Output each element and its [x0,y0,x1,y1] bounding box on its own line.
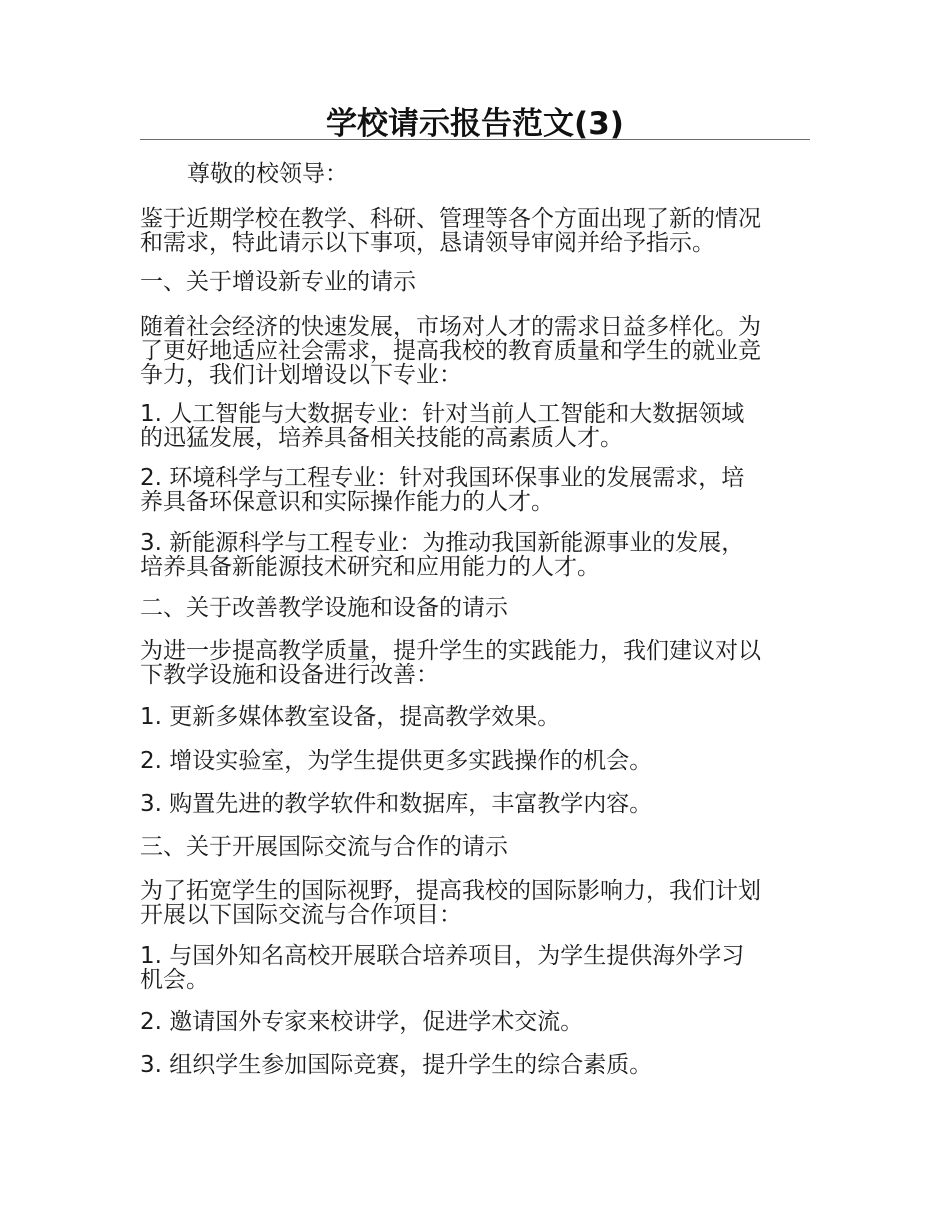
section1-body-line-2: 了更好地适应社会需求，提高我校的教育质量和学生的就业竞 [140,338,761,364]
section2-item-3: 3. 购置先进的教学软件和数据库，丰富教学内容。 [140,791,653,817]
section1-item-1-line-1: 1. 人工智能与大数据专业：针对当前人工智能和大数据领域 [140,401,745,427]
section1-body-line-3: 争力，我们计划增设以下专业： [140,362,462,388]
intro-line-2: 和需求，特此请示以下事项，恳请领导审阅并给予指示。 [140,230,715,256]
section1-item-1 [140,402,812,450]
section3-body-line-2: 开展以下国际交流与合作项目： [140,902,462,928]
section3-body [140,879,812,927]
section1-item-3 [140,531,812,579]
section3-item-1 [140,944,812,992]
section3-body-line-1: 为了拓宽学生的国际视野，提高我校的国际影响力，我们计划 [140,878,761,904]
section2-body-line-1: 为进一步提高教学质量，提升学生的实践能力，我们建议对以 [140,638,761,664]
section2-item-2: 2. 增设实验室，为学生提供更多实践操作的机会。 [140,748,653,774]
section1-body-line-1: 随着社会经济的快速发展，市场对人才的需求日益多样化。为 [140,314,761,340]
section1-body [140,315,812,387]
section2-body [140,639,812,687]
section1-item-2 [140,466,812,514]
section1-item-2-line-1: 2. 环境科学与工程专业：针对我国环保事业的发展需求，培 [140,465,745,491]
section2-item-1: 1. 更新多媒体教室设备，提高教学效果。 [140,704,561,730]
section3-item-2: 2. 邀请国外专家来校讲学，促进学术交流。 [140,1009,584,1035]
section2-body-line-2: 下教学设施和设备进行改善： [140,662,439,688]
section2-heading: 二、关于改善教学设施和设备的请示 [140,595,508,621]
salutation: 尊敬的校领导： [187,161,348,187]
intro-line-1: 鉴于近期学校在教学、科研、管理等各个方面出现了新的情况 [140,206,761,232]
section1-item-3-line-1: 3. 新能源科学与工程专业：为推动我国新能源事业的发展， [140,530,745,556]
document-title: 学校请示报告范文(3) [326,106,624,142]
section1-heading: 一、关于增设新专业的请示 [140,269,416,295]
intro-paragraph [140,207,812,255]
section3-item-1-line-1: 1. 与国外知名高校开展联合培养项目，为学生提供海外学习 [140,943,745,969]
section3-item-3: 3. 组织学生参加国际竞赛，提升学生的综合素质。 [140,1052,653,1078]
section3-heading: 三、关于开展国际交流与合作的请示 [140,834,508,860]
section1-item-3-line-2: 培养具备新能源技术研究和应用能力的人才。 [140,554,600,580]
section1-item-1-line-2: 的迅猛发展，培养具备相关技能的高素质人才。 [140,425,623,451]
section1-item-2-line-2: 养具备环保意识和实际操作能力的人才。 [140,489,554,515]
title-underline [140,139,810,140]
section3-item-1-line-2: 机会。 [140,967,209,993]
